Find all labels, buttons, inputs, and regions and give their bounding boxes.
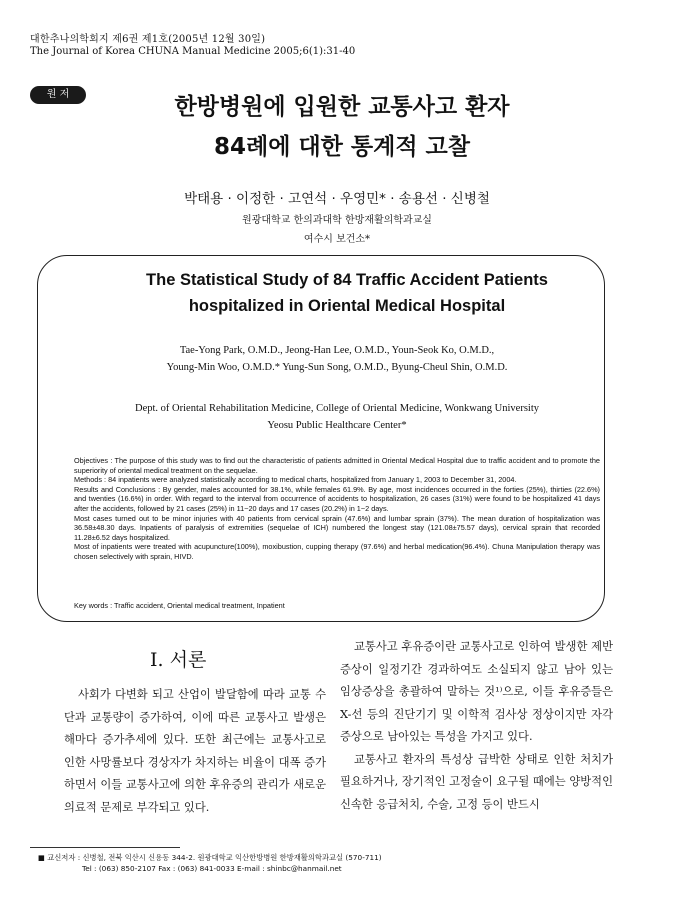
- title-ko-line1: 한방병원에 입원한 교통사고 환자: [174, 94, 510, 120]
- abstract-injuries: Most cases turned out to be minor injuries with 40 patients from cervical sprain (47.6%) and lumbar sprain (37%). The mean duration of hospitalization was 36.58±48.30 days. Inpatients of paralysis of extremities (sequelae of ICH) numbered the longest stay (121.08±75.57 days), cervical sprain that recorded 11.28±6.52 days hospitalized.: [74, 513, 600, 542]
- body-paragraph: 교통사고 후유증이란 교통사고로 인하여 발생한 제반증상이 일정기간 경과하여도 소실되지 않고 남아 있는 임상증상을 총괄하여 말하는 것¹⁾으로, 이들 후유증들은 X-선 등의 진단기기 및 이학적 검사상 정상이지만 자각 증상으로 남아있는 특성을 가지고 있다.: [340, 640, 613, 743]
- journal-header-ko: 대한추나의학회지 제6권 제1호(2005년 12월 30일): [30, 34, 266, 45]
- authors-en-line2: Young-Min Woo, O.M.D.* Yung-Sun Song, O.M.D., Byung-Cheul Shin, O.M.D.: [166, 362, 508, 373]
- abstract-treatment: Most of inpatients were treated with acupuncture(100%), moxibustion, cupping therapy (97.6%) and herbal medication(96.4%). Chuna Manipulation therapy was chosen selectively with sprain, HIVD.: [74, 542, 600, 561]
- journal-header-en: The Journal of Korea CHUNA Manual Medicine 2005;6(1):31-40: [30, 46, 356, 57]
- title-en-line1: The Statistical Study of 84 Traffic Accident Patients: [146, 271, 548, 289]
- body-column-right: [340, 636, 613, 816]
- title-ko-line2: 84례에 대한 통계적 고찰: [214, 134, 470, 160]
- abstract: [74, 456, 600, 562]
- abstract-results: Results and Conclusions : By gender, males accounted for 38.1%, while females 61.9%. By age, most incidences occurred in the forties (25%), thirties (22.6%) and twenties (16.6%) in order. With regard to the interval from occurrence of accidents to hospitalization, 26 cases (31%) were found to be hospitalized 41 days after the accidents, followed by 21 cases (25%) in 11~20 days and 17 cases (20.2%) in 1~2 days.: [74, 484, 600, 513]
- title-en-line2: hospitalized in Oriental Medical Hospital: [188, 297, 506, 315]
- body-column-left: [64, 684, 326, 819]
- affiliation-en-line1: Dept. of Oriental Rehabilitation Medicine, College of Oriental Medicine, Wonkwang University: [135, 403, 539, 414]
- abstract-methods: Methods : 84 inpatients were analyzed statistically according to medical charts, hospitalized from January 1, 2003 to December 31, 2004.: [74, 475, 517, 485]
- affiliation-en-line2: Yeosu Public Healthcare Center*: [267, 420, 407, 431]
- footnote-contact: Tel : (063) 850-2107 Fax : (063) 841-0033 E-mail : shinbc@hanmail.net: [82, 864, 342, 873]
- affiliation-ko-line2: 여수시 보건소*: [303, 234, 371, 245]
- authors-en-line1: Tae-Yong Park, O.M.D., Jeong-Han Lee, O.M.D., Youn-Seok Ko, O.M.D.,: [179, 345, 495, 356]
- keywords: Key words : Traffic accident, Oriental medical treatment, Inpatient: [74, 601, 285, 610]
- body-paragraph: 사회가 다변화 되고 산업이 발달함에 따라 교통 수단과 교통량이 증가하여, 이에 따른 교통사고 발생은 해마다 증가추세에 있다. 또한 최근에는 교통사고로 인한 사망률보다 경상자가 차지하는 비율이 대폭 증가하면서 이들 교통사고에 의한 후유증의 관리가 새로운 의료적 문제로 부각되고 있다.: [64, 688, 326, 814]
- authors-ko: 박태용 · 이정한 · 고연석 · 우영민* · 송용선 · 신병철: [184, 191, 490, 207]
- article-type-badge: 원 저: [30, 86, 86, 104]
- body-paragraph: 교통사고 환자의 특성상 급박한 상태로 인한 처치가 필요하거나, 장기적인 고정술이 요구될 때에는 양방적인 신속한 응급처치, 수술, 고정 등이 반드시: [340, 752, 613, 811]
- affiliation-ko-line1: 원광대학교 한의과대학 한방재활의학과교실: [242, 215, 432, 226]
- abstract-objectives: Objectives : The purpose of this study was to find out the characteristic of patients admitted in Oriental Medical Hospital due to traffic accident and to promote the superiority of oriental medical treatment on the sequelae.: [74, 456, 600, 475]
- footnote-corresponding-author: ■ 교신저자 : 신병철, 전북 익산시 신용동 344-2. 원광대학교 익산한방병원 한방재활의학과교실 (570-711): [38, 853, 382, 862]
- footnote-rule: [30, 847, 180, 848]
- section-heading: Ⅰ. 서론: [150, 649, 207, 671]
